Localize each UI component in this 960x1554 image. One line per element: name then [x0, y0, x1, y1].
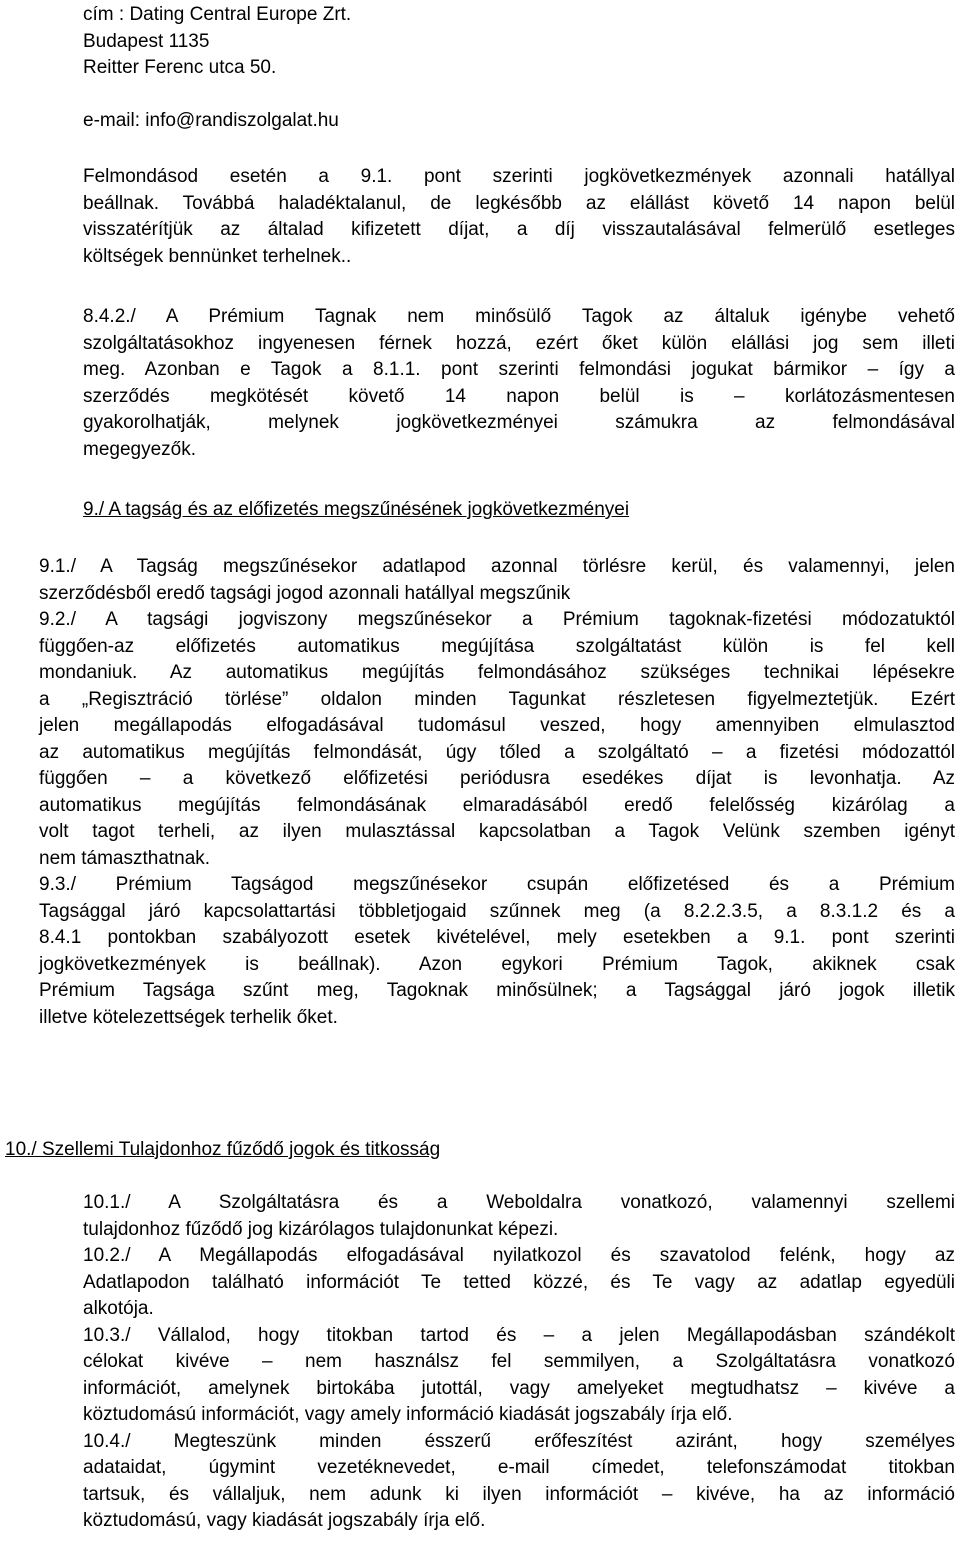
felmondas-paragraph [83, 164, 955, 270]
address-company: cím : Dating Central Europe Zrt. [83, 4, 352, 25]
paragraph-line: az automatikus megújítás felmondását, úgy tőled a szolgáltató – a fizetési módozattól [39, 741, 955, 763]
paragraph-line: 9.1./ A Tagság megszűnésekor adatlapod azonnal törlésre kerül, és valamennyi, jelen [39, 556, 955, 577]
paragraph-line: Adatlapodon található információt Te tetted közzé, és Te vagy az adatlap egyedüli [83, 1271, 955, 1293]
paragraph-line: nem támaszthatnak. [39, 847, 211, 869]
paragraph-line: Prémium Tagsága szűnt meg, Tagoknak minősülnek; a Tagsággal járó jogok illetik [39, 980, 955, 1001]
paragraph-line: függően – a következő előfizetési periódusra esedékes díjat is levonhatja. Az [39, 768, 955, 789]
paragraph-line: tulajdonhoz fűződő jog kizárólagos tulajdonunkat képezi. [83, 1218, 559, 1240]
paragraph-line: 10.4./ Megteszünk minden ésszerű erőfeszítést aziránt, hogy személyes [83, 1430, 955, 1452]
paragraph-line: költségek bennünket terhelnek.. [83, 245, 352, 267]
paragraph-line: Tagsággal járó kapcsolattartási többletjogaid szűnnek meg (a 8.2.2.3.5, a 8.3.1.2 és a [39, 900, 955, 922]
paragraph-line: információt, amelynek birtokába jutottál, vagy amelyeket megtudhatsz – kivéve a [83, 1377, 955, 1399]
paragraph-line: illetve kötelezettségek terhelik őket. [39, 1006, 338, 1028]
section-8-4-2-paragraph [83, 304, 955, 463]
paragraph-line: tartsuk, és vállaljuk, nem adunk ki ilyen információt – kivéve, ha az információ [83, 1483, 955, 1505]
section-10-body [83, 1190, 955, 1535]
paragraph-line: megegyezők. [83, 438, 197, 460]
paragraph-line: mondaniuk. Az automatikus megújítás felmondásához szükséges technikai lépésekre [39, 662, 955, 683]
paragraph-line: Felmondásod esetén a 9.1. pont szerinti jogkövetkezmények azonnali hatállyal [83, 166, 955, 187]
paragraph-line: 9.3./ Prémium Tagságod megszűnésekor csupán előfizetésed és a Prémium [39, 874, 955, 895]
paragraph-line: szerződésből eredő tagsági jogod azonnali hatállyal megszűnik [39, 582, 571, 604]
address-email: e-mail: info@randiszolgalat.hu [83, 110, 339, 131]
paragraph-line: 8.4.2./ A Prémium Tagnak nem minősülő Tagok az általuk igénybe vehető [83, 306, 955, 327]
paragraph-line: 10.1./ A Szolgáltatásra és a Weboldalra vonatkozó, valamennyi szellemi [83, 1192, 955, 1213]
paragraph-line: függően-az előfizetés automatikus megújítása szolgáltatást külön is fel kell [39, 635, 955, 657]
paragraph-line: beállnak. Továbbá haladéktalanul, de legkésőbb az elállást követő 14 napon belül [83, 192, 955, 214]
paragraph-line: automatikus megújítás felmondásának elmaradásából eredő felelősség kizárólag a [39, 794, 955, 816]
paragraph-line: köztudomású információt, vagy amely információ kiadását jogszabály írja elő. [83, 1404, 733, 1425]
paragraph-line: alkotója. [83, 1298, 154, 1319]
paragraph-line: adataidat, úgymint vezetéknevedet, e-mail címedet, telefonszámodat titokban [83, 1457, 955, 1478]
paragraph-line: 8.4.1 pontokban szabályozott esetek kivételével, mely esetekben a 9.1. pont szerinti [39, 927, 955, 948]
paragraph-line: 10.2./ A Megállapodás elfogadásával nyilatkozol és szavatolod felénk, hogy az [83, 1245, 955, 1266]
section-9-heading: 9./ A tagság és az előfizetés megszűnésének jogkövetkezményei [83, 499, 630, 520]
paragraph-line: szerződés megkötését követő 14 napon belül is – korlátozásmentesen [83, 385, 955, 407]
paragraph-line: célokat kivéve – nem használsz fel semmilyen, a Szolgáltatásra vonatkozó [83, 1351, 955, 1372]
paragraph-line: köztudomású, vagy kiadását jogszabály írja elő. [83, 1510, 486, 1531]
paragraph-line: jelen megállapodás elfogadásával tudomásul veszed, hogy amennyiben elmulasztod [39, 715, 955, 736]
paragraph-line: szolgáltatásokhoz ingyenesen férnek hozzá, ezért őket külön elállási jog sem illeti [83, 332, 955, 354]
address-street: Reitter Ferenc utca 50. [83, 57, 277, 78]
paragraph-line: a „Regisztráció törlése” oldalon minden Tagunkat részletesen figyelmeztetjük. Ezért [39, 688, 955, 710]
section-10-heading: 10./ Szellemi Tulajdonhoz fűződő jogok és titkosság [5, 1139, 441, 1160]
paragraph-line: gyakorolhatják, melynek jogkövetkezményei számukra az felmondásával [83, 412, 955, 433]
address-block [83, 2, 683, 135]
paragraph-line: volt tagot terheli, az ilyen mulasztással kapcsolatban a Tagok Velünk szemben igényt [39, 821, 955, 842]
paragraph-line: visszatérítjük az általad kifizetett díjat, a díj visszautalásával felmerülő esetleges [83, 219, 955, 240]
address-spacer [83, 82, 683, 109]
paragraph-line: meg. Azonban e Tagok a 8.1.1. pont szerinti felmondási jogukat bármikor – így a [83, 359, 955, 380]
paragraph-line: 10.3./ Vállalod, hogy titokban tartod és – a jelen Megállapodásban szándékolt [83, 1324, 955, 1346]
section-9-body [39, 554, 955, 1031]
paragraph-line: 9.2./ A tagsági jogviszony megszűnésekor a Prémium tagoknak-fizetési módozatuktól [39, 609, 955, 630]
paragraph-line: jogkövetkezmények is beállnak). Azon egykori Prémium Tagok, akiknek csak [39, 953, 955, 975]
address-city: Budapest 1135 [83, 30, 210, 52]
